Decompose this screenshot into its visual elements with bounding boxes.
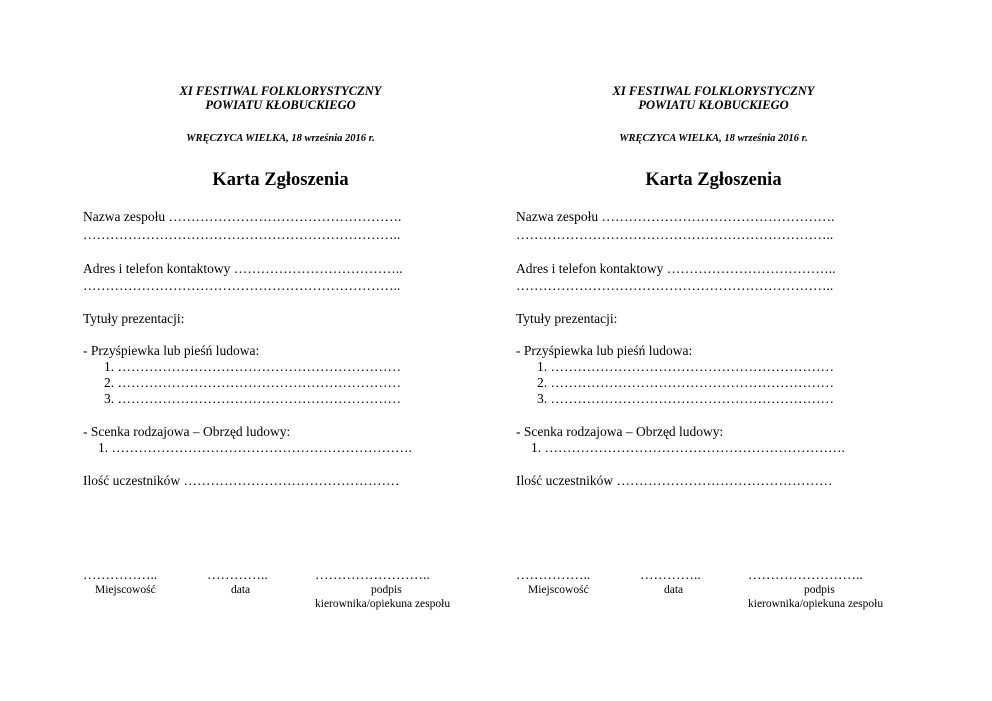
address-continuation: …………………………………………………………….. xyxy=(516,278,834,293)
song-item-1: 1. ……………………………………………………… xyxy=(537,359,834,374)
address-field: Adres i telefon kontaktowy ……………………………….. xyxy=(516,261,836,276)
form-title: Karta Zgłoszenia xyxy=(212,170,349,190)
team-name-field: Nazwa zespołu ……………………………………………. xyxy=(516,209,835,224)
scene-item-1: 1. …………………………………………………………. xyxy=(98,440,412,455)
team-name-field: Nazwa zespołu ……………………………………………. xyxy=(83,209,402,224)
address-continuation: …………………………………………………………….. xyxy=(83,278,401,293)
team-name-continuation: …………………………………………………………….. xyxy=(83,227,401,242)
song-item-1: 1. ……………………………………………………… xyxy=(104,359,401,374)
signature-dots: …………………….. xyxy=(748,567,863,582)
festival-place-date: WRĘCZYCA WIELKA, 18 września 2016 r. xyxy=(186,133,375,144)
team-name-continuation: …………………………………………………………….. xyxy=(516,227,834,242)
place-label: Miejscowość xyxy=(528,584,589,596)
song-heading: - Przyśpiewka lub pieśń ludowa: xyxy=(516,343,693,358)
participants-field: Ilość uczestników ………………………………………… xyxy=(83,473,400,488)
place-label: Miejscowość xyxy=(95,584,156,596)
scene-item-1: 1. …………………………………………………………. xyxy=(531,440,845,455)
date-dots: ………….. xyxy=(640,567,701,582)
date-label: data xyxy=(231,584,251,596)
signature-label-role: kierownika/opiekuna zespołu xyxy=(748,598,884,610)
festival-title: XI FESTIWAL FOLKLORYSTYCZNY xyxy=(179,84,382,98)
form-title: Karta Zgłoszenia xyxy=(645,170,782,190)
scene-heading: - Scenka rodzajowa – Obrzęd ludowy: xyxy=(516,424,724,439)
scene-heading: - Scenka rodzajowa – Obrzęd ludowy: xyxy=(83,424,291,439)
participants-field: Ilość uczestników ………………………………………… xyxy=(516,473,833,488)
festival-title: XI FESTIWAL FOLKLORYSTYCZNY xyxy=(612,84,815,98)
song-heading: - Przyśpiewka lub pieśń ludowa: xyxy=(83,343,260,358)
signature-label: podpis xyxy=(371,584,402,596)
place-dots: …………….. xyxy=(516,567,591,582)
registration-form-right xyxy=(516,0,956,701)
song-item-3: 3. ……………………………………………………… xyxy=(537,391,834,406)
titles-label: Tytuły prezentacji: xyxy=(83,311,185,326)
address-field: Adres i telefon kontaktowy ……………………………….. xyxy=(83,261,403,276)
signature-label: podpis xyxy=(804,584,835,596)
festival-subtitle: POWIATU KŁOBUCKIEGO xyxy=(205,98,356,112)
signature-label-role: kierownika/opiekuna zespołu xyxy=(315,598,451,610)
titles-label: Tytuły prezentacji: xyxy=(516,311,618,326)
festival-place-date: WRĘCZYCA WIELKA, 18 września 2016 r. xyxy=(619,133,808,144)
festival-subtitle: POWIATU KŁOBUCKIEGO xyxy=(638,98,789,112)
registration-form-left xyxy=(83,0,523,701)
place-dots: …………….. xyxy=(83,567,158,582)
song-item-2: 2. ……………………………………………………… xyxy=(104,375,401,390)
date-dots: ………….. xyxy=(207,567,268,582)
signature-dots: …………………….. xyxy=(315,567,430,582)
song-item-2: 2. ……………………………………………………… xyxy=(537,375,834,390)
song-item-3: 3. ……………………………………………………… xyxy=(104,391,401,406)
date-label: data xyxy=(664,584,684,596)
